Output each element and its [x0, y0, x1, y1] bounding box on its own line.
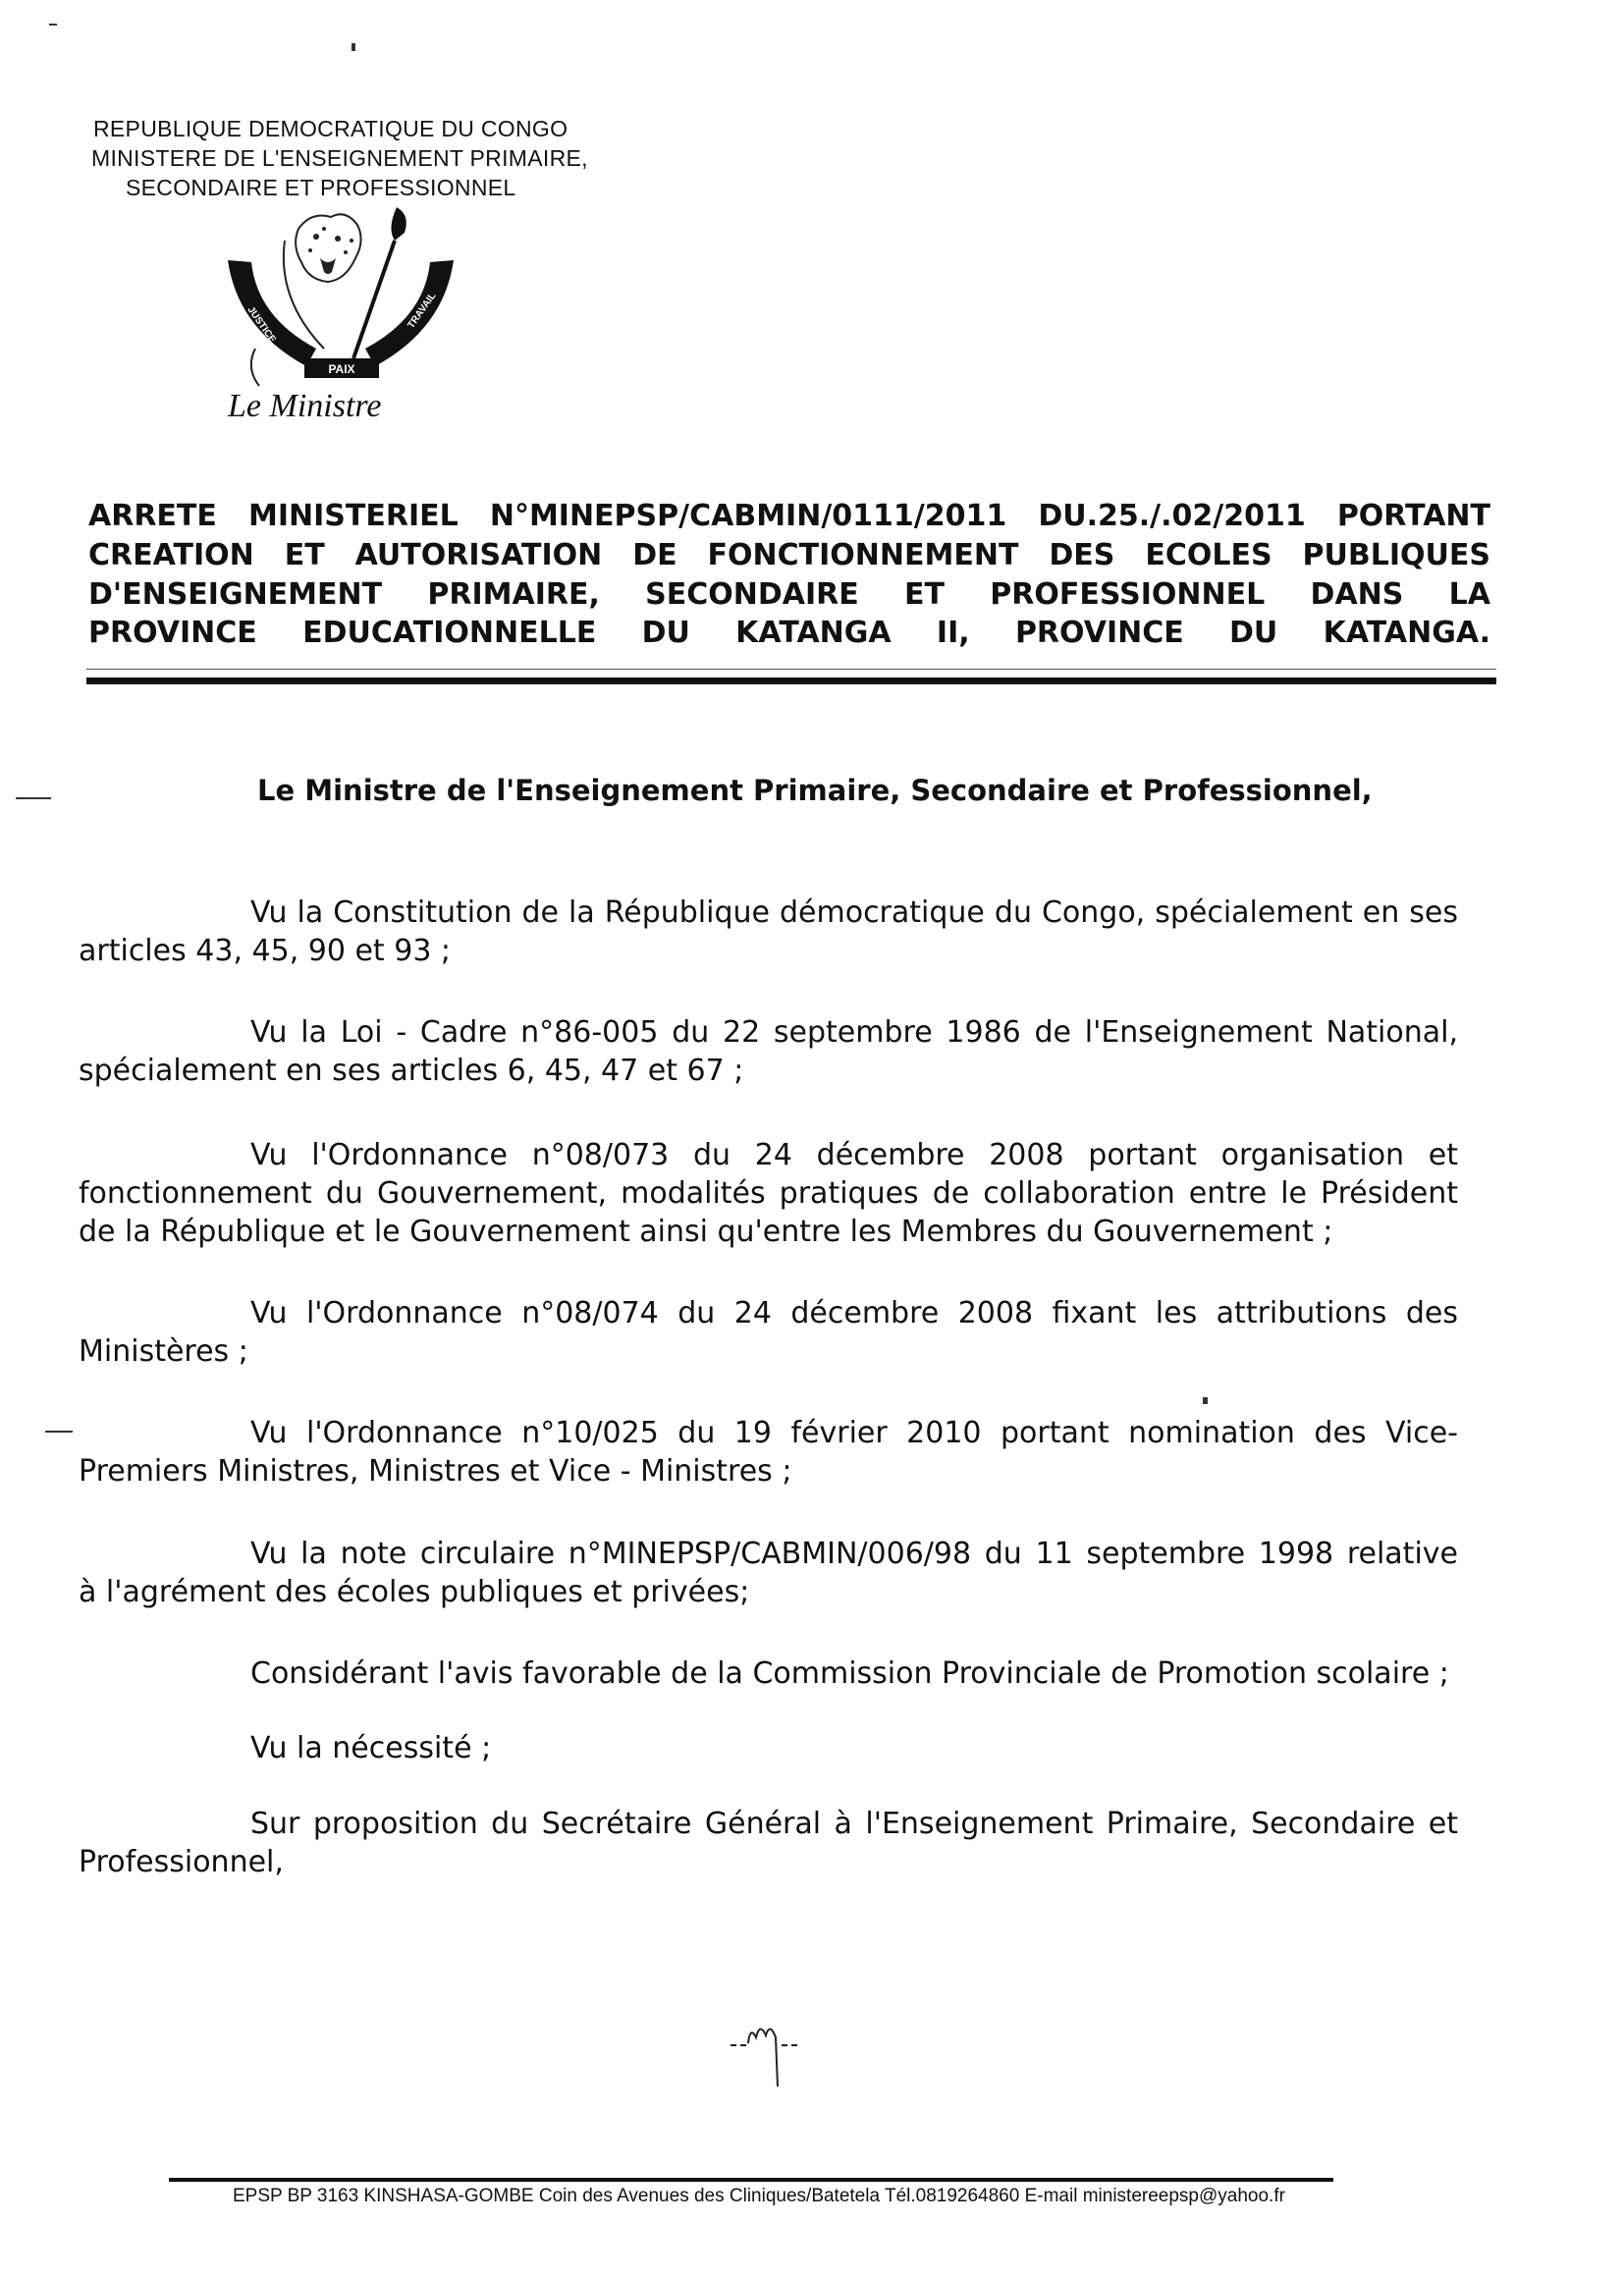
paragraph-line: articles 43, 45, 90 et 93 ; — [79, 934, 452, 968]
paragraph-constitution — [79, 894, 1458, 970]
signature-label: Le Ministre — [228, 388, 382, 424]
paragraph-line: spécialement en ses articles 6, 45, 47 et 67 ; — [79, 1054, 744, 1088]
letterhead-line-3: SECONDAIRE ET PROFESSIONNEL — [126, 175, 516, 200]
paragraph-considerant: Considérant l'avis favorable de la Commission Provinciale de Promotion scolaire ; — [250, 1656, 1449, 1691]
paragraph-line: Vu la Loi - Cadre n°86-005 du 22 septembre 1986 de l'Enseignement National, — [250, 1015, 1458, 1050]
paragraph-line: Vu l'Ordonnance n°08/074 du 24 décembre 2008 fixant les attributions des — [250, 1296, 1458, 1330]
paragraph-loi-cadre — [79, 1013, 1458, 1090]
paragraph-note-circulaire — [79, 1535, 1458, 1611]
paragraph-ordonnance-08-074 — [79, 1294, 1458, 1371]
seal-text-bottom: PAIX — [328, 362, 355, 376]
paragraph-line: Professionnel, — [79, 1845, 284, 1879]
paragraph-line: Ministères ; — [79, 1334, 248, 1369]
paragraph-line: Sur proposition du Secrétaire Général à l'Enseignement Primaire, Secondaire et — [250, 1807, 1458, 1841]
scan-speck — [352, 43, 355, 51]
scan-speck — [45, 1431, 73, 1433]
paragraph-line: de la République et le Gouvernement ainsi qu'entre les Membres du Gouvernement ; — [79, 1215, 1333, 1249]
paragraph-ordonnance-10-025 — [79, 1414, 1458, 1491]
paragraph-line: Vu l'Ordonnance n°10/025 du 19 février 2010 portant nomination des Vice- — [250, 1416, 1458, 1450]
paragraph-line: à l'agrément des écoles publiques et privées; — [79, 1575, 750, 1609]
coat-of-arms-seal — [208, 201, 473, 398]
title-line-4: PROVINCE EDUCATIONNELLE DU KATANGA II, PROVINCE DU KATANGA. — [88, 616, 1490, 650]
letterhead-line-1: REPUBLIQUE DEMOCRATIQUE DU CONGO — [93, 116, 568, 141]
leopard-head-icon — [296, 214, 360, 282]
seal-text-left: JUSTICE — [244, 304, 278, 346]
title-line-2: CREATION ET AUTORISATION DE FONCTIONNEMENT DES ECOLES PUBLIQUES — [88, 538, 1490, 572]
paragraph-ordonnance-08-073 — [79, 1136, 1458, 1251]
title-line-1: ARRETE MINISTERIEL N°MINEPSP/CABMIN/0111/2011 DU.25./.02/2011 PORTANT — [88, 499, 1490, 533]
title-rule — [86, 678, 1496, 684]
paragraph-necessite: Vu la nécessité ; — [250, 1731, 492, 1765]
paragraph-line: Vu la Constitution de la République démocratique du Congo, spécialement en ses — [250, 895, 1458, 930]
scan-speck — [49, 24, 57, 26]
scan-speck — [1203, 1397, 1208, 1404]
paragraph-line: Vu l'Ordonnance n°08/073 du 24 décembre 2008 portant organisation et — [250, 1138, 1458, 1172]
handwritten-initials — [727, 2008, 805, 2096]
paragraph-line: Premiers Ministres, Ministres et Vice - Ministres ; — [79, 1454, 792, 1489]
title-line-3: D'ENSEIGNEMENT PRIMAIRE, SECONDAIRE ET PROFESSIONNEL DANS LA — [88, 577, 1490, 612]
footer-rule — [169, 2178, 1333, 2182]
minister-heading: Le Ministre de l'Enseignement Primaire, Secondaire et Professionnel, — [257, 774, 1373, 807]
footer-address: EPSP BP 3163 KINSHASA-GOMBE Coin des Avenues des Cliniques/Batetela Tél.0819264860 E-mail ministereepsp@yahoo.fr — [233, 2186, 1285, 2206]
title-rule-thin — [86, 669, 1496, 670]
paragraph-line: Vu la note circulaire n°MINEPSP/CABMIN/006/98 du 11 septembre 1998 relative — [250, 1537, 1458, 1571]
scan-speck — [16, 797, 51, 799]
letterhead-line-2: MINISTERE DE L'ENSEIGNEMENT PRIMAIRE, — [91, 145, 588, 171]
paragraph-line: fonctionnement du Gouvernement, modalités pratiques de collaboration entre le Président — [79, 1176, 1458, 1211]
seal-text-right: TRAVAIL — [406, 291, 439, 331]
paragraph-proposition — [79, 1805, 1458, 1881]
